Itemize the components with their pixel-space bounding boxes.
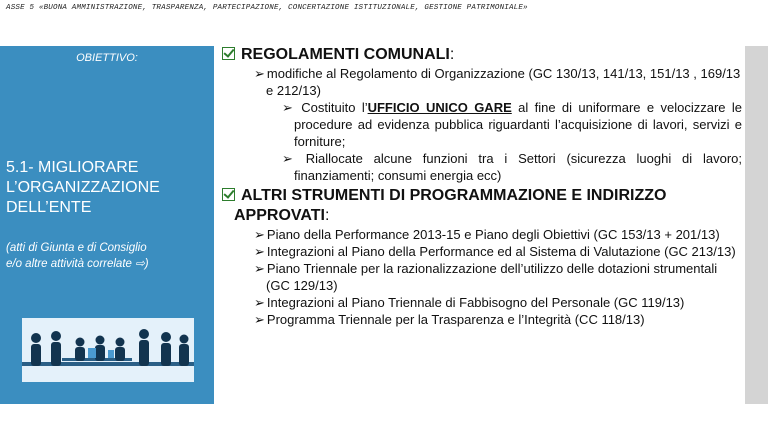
bullet-item [222,260,742,294]
team-silhouettes-icon [22,318,194,382]
sub-bullet-text: al fine di uniformare e velocizzare le procedure ad evidenza pubblica riguardanti l’acquisizione di lavori, servizi e forniture; [294,100,742,149]
bullet-item [222,243,742,260]
objective-label: OBIETTIVO: [76,52,138,64]
arrow-bullet-icon: ➢ [282,151,293,166]
bullet-text: Programma Triennale per la Trasparenza e l’Integrità (CC 118/13) [266,312,645,327]
checkbox-icon [222,188,235,201]
bullet-item [222,311,742,328]
section-heading-continuation [222,206,742,226]
checkbox-icon [222,47,235,60]
team-silhouettes-image [22,318,194,382]
slide-content [222,44,742,328]
slide-header: ASSE 5 «BUONA AMMINISTRAZIONE, TRASPARENZA, PARTECIPAZIONE, CONCERTAZIONE ISTITUZIONALE, GESTIONE PATRIMONIALE» [6,4,528,12]
objective-note-line: e/o altre attività correlate ⇨) [6,258,149,270]
bullet-text: Piano Triennale per la razionalizzazione dell’utilizzo delle dotazioni strumentali (GC 129/13) [266,261,718,293]
bullet-text: modifiche al Regolamento di Organizzazione (GC 130/13, 141/13, 151/13 , 169/13 e 212/13) [266,66,741,98]
arrow-bullet-icon: ➢ [254,244,265,259]
bullet-item [222,294,742,311]
objective-title-line: L’ORGANIZZAZIONE [6,179,160,196]
section-heading-regolamenti [222,44,742,65]
arrow-bullet-icon: ➢ [254,66,265,81]
objective-note-line: (atti di Giunta e di Consiglio [6,242,147,254]
sub-bullet-text: Costituito l’ [301,100,368,115]
objective-note [6,240,149,272]
section-heading-colon: : [449,46,455,63]
arrow-bullet-icon: ➢ [254,261,265,276]
sub-bullet-item [222,150,742,184]
right-decorative-bar [745,46,768,404]
objective-sidebar [0,46,214,404]
arrow-bullet-icon: ➢ [254,227,265,242]
bullet-item [222,65,742,99]
arrow-bullet-icon: ➢ [254,295,265,310]
section-heading-colon: : [324,207,330,224]
objective-title-line: DELL’ENTE [6,199,92,216]
arrow-bullet-icon: ➢ [282,100,293,115]
bullet-text: Integrazioni al Piano della Performance ed al Sistema di Valutazione (GC 213/13) [266,244,736,259]
section-heading-strumenti [222,185,742,206]
sub-bullet-item [222,99,742,150]
sub-bullet-text: Riallocate alcune funzioni tra i Settori (sicurezza luoghi di lavoro; finanziamenti; consumi energia ecc) [294,151,742,183]
bullet-text: Integrazioni al Piano Triennale di Fabbisogno del Personale (GC 119/13) [266,295,685,310]
objective-title-line: 5.1- MIGLIORARE [6,159,139,176]
arrow-bullet-icon: ➢ [254,312,265,327]
bullet-text: Piano della Performance 2013-15 e Piano degli Obiettivi (GC 153/13 + 201/13) [266,227,720,242]
ufficio-unico-gare-label: UFFICIO UNICO GARE [367,100,512,115]
objective-title [6,158,160,218]
bullet-item [222,226,742,243]
section-heading-text: APPROVATI [234,207,325,224]
section-heading-text: ALTRI STRUMENTI DI PROGRAMMAZIONE E INDIRIZZO [241,187,667,204]
section-heading-text: REGOLAMENTI COMUNALI [241,46,450,63]
